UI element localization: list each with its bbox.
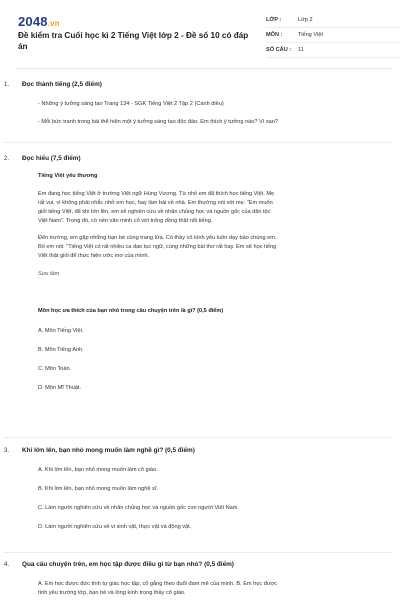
story-line: giỏi tiếng Việt, để khi lớn lên, em sẽ nghiên cứu về nhân chủng học và nguồn gốc của dân tộc xyxy=(38,209,271,215)
question-line: - Mỗi bức tranh trong bài thể hiện một ý tưởng sáng tạo độc đáo. Em thích ý tưởng nào? Vì sao? xyxy=(38,119,278,125)
answer-option-line[interactable]: tình yêu trường lớp, bạn bè và lòng kính trọng thầy cô giáo. xyxy=(38,590,186,596)
answer-option-b[interactable]: B. Môn Tiếng Anh. xyxy=(38,347,84,353)
meta-value: 11 xyxy=(298,47,304,53)
story-line: Việt thật giỏi để thực hiện ước mơ của mình. xyxy=(38,253,150,259)
sub-question: Môn học ưa thích của bạn nhỏ trong câu chuyện trên là gì? (0,5 điểm) xyxy=(38,308,224,314)
story-source: Sưu tầm xyxy=(38,271,60,277)
divider xyxy=(4,142,392,143)
answer-option-d[interactable]: D. Môn Mĩ Thuật. xyxy=(38,385,82,391)
story-line: Việt Nam". Trong đó, có nền văn minh cổ với trống đồng thật nổi tiếng. xyxy=(38,218,213,224)
answer-option-line[interactable]: A. Em học được đức tính tự giác học tập, cố gắng theo đuổi đam mê của mình. B. Em học được xyxy=(38,581,278,587)
meta-row-count xyxy=(266,43,400,58)
answer-option-d[interactable]: D. Làm người nghiên cứu về vi sinh vật, thực vật và động vật. xyxy=(38,524,192,530)
question-title: Đọc hiểu (7,5 điểm) xyxy=(22,155,81,162)
question-number: 2. xyxy=(4,156,10,162)
brand-logo[interactable] xyxy=(18,14,60,29)
meta-row-subject xyxy=(266,28,400,43)
answer-option-a[interactable]: A. Môn Tiếng Việt. xyxy=(38,328,84,334)
story-line: Em đang học tiếng Việt ở trường Việt ngữ Hùng Vương. Từ nhỏ em đã thích học tiếng Việt. Mẹ xyxy=(38,191,275,197)
story-title: Tiếng Việt yêu thương xyxy=(38,173,98,179)
story-line: Đến trường, em gặp những bạn bè cùng trang lứa. Có thầy cô kính yêu luôn dạy bảo chúng em. xyxy=(38,235,277,241)
meta-table xyxy=(266,13,400,58)
question-number: 3. xyxy=(4,448,10,454)
question-title: Qua câu chuyện trên, em học tập được điều gì từ bạn nhỏ? (0,5 điểm) xyxy=(22,561,234,568)
header xyxy=(16,0,392,69)
page-title: Đề kiểm tra Cuối học kì 2 Tiếng Việt lớp 2 - Đề số 10 có đáp án xyxy=(18,31,249,51)
meta-row-grade xyxy=(266,13,400,28)
answer-option-c[interactable]: C. Môn Toán. xyxy=(38,366,72,372)
meta-value: Lớp 2 xyxy=(298,17,313,23)
answer-option-a[interactable]: A. Khi lớn lên, bạn nhỏ mong muốn làm cô giáo. xyxy=(38,467,158,473)
divider xyxy=(4,437,392,438)
story-line: Bố em nói: "Tiếng Việt có rất nhiều ca dao tục ngữ, cùng những bài thơ rất hay. Em sẽ học tiếng xyxy=(38,244,277,250)
divider xyxy=(4,552,392,553)
meta-key: LỚP : xyxy=(266,17,282,23)
brand-suffix: .vn xyxy=(47,19,60,28)
meta-value: Tiếng Việt xyxy=(298,32,323,38)
answer-option-b[interactable]: B. Khi lớn lên, bạn nhỏ mong muốn làm nghệ sĩ. xyxy=(38,486,158,492)
story-line: rất vui, vì không phải nhắc nhở em học, hay làm bài về nhà. Em thường nói với mẹ: "Em muốn xyxy=(38,200,273,206)
meta-key: MÔN : xyxy=(266,32,283,38)
question-title: Đọc thành tiếng (2,5 điểm) xyxy=(22,81,102,88)
question-line: - Những ý tưởng sáng tạo Trang 134 - SGK Tiếng Việt 2 Tập 2 (Cánh diều) xyxy=(38,101,224,107)
question-title: Khi lớn lên, bạn nhỏ mong muốn làm nghề gì? (0,5 điểm) xyxy=(22,447,195,454)
answer-option-c[interactable]: C. Làm người nghiên cứu về nhân chủng học và nguồn gốc con người Việt Nam. xyxy=(38,505,240,511)
meta-key: SỐ CÂU : xyxy=(266,47,292,53)
question-number: 1. xyxy=(4,82,10,88)
question-number: 4. xyxy=(4,562,10,568)
brand-name: 2048 xyxy=(18,14,48,29)
